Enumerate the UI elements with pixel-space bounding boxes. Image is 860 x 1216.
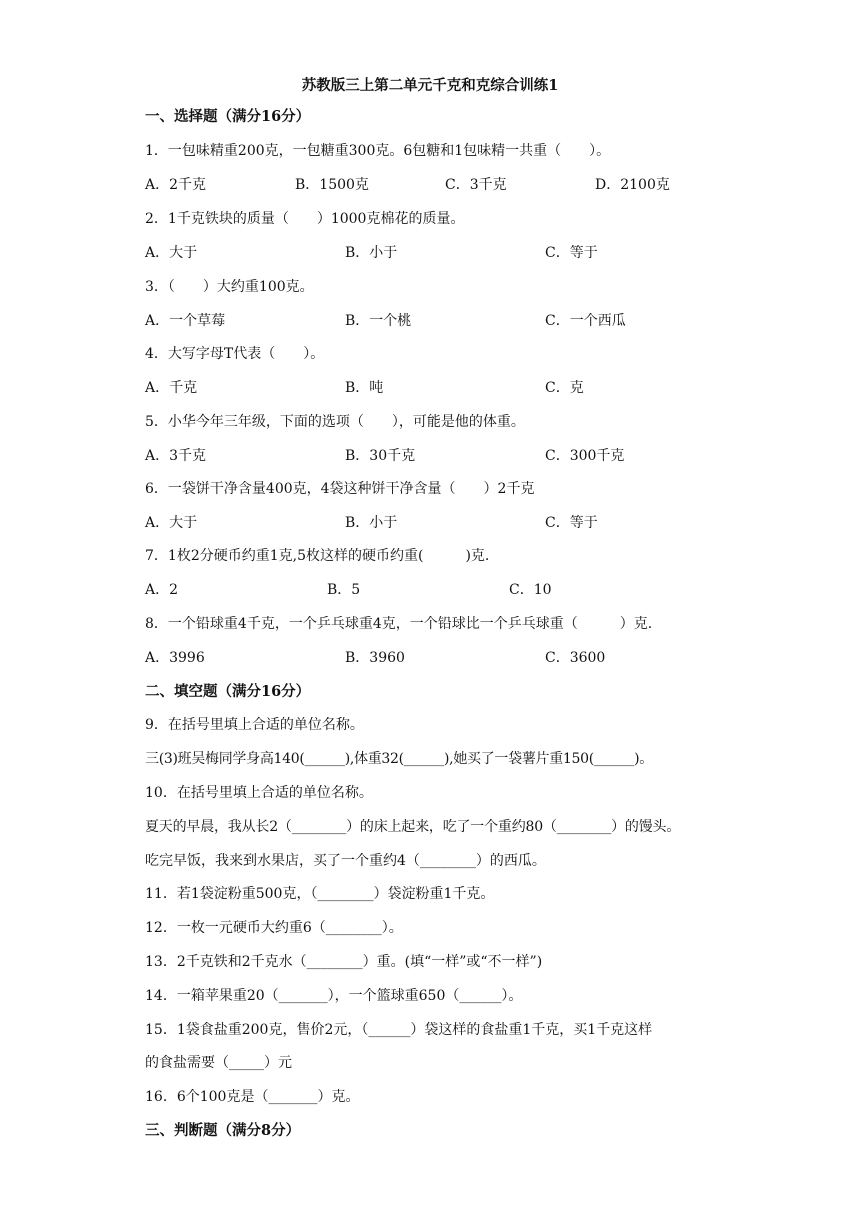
question-3: 3．（ ）大约重100克。 (145, 279, 314, 295)
option-1a: A．2千克 (145, 177, 207, 193)
options-row-6 (145, 514, 785, 532)
option-7a: A．2 (145, 582, 179, 598)
option-7c: C．10 (509, 582, 552, 598)
question-5: 5．小华今年三年级，下面的选项（ ），可能是他的体重。 (145, 414, 525, 430)
option-4c: C．克 (545, 380, 584, 396)
option-8c: C．3600 (545, 650, 606, 666)
option-2b: B．小于 (345, 245, 398, 261)
options-row-8 (145, 649, 785, 667)
question-2: 2．1千克铁块的质量（ ）1000克棉花的质量。 (145, 211, 465, 227)
section-heading-choice: 一、选择题（满分16分） (145, 108, 311, 125)
option-4b: B．吨 (345, 380, 384, 396)
option-6c: C．等于 (545, 515, 598, 531)
options-row-7 (145, 581, 785, 599)
question-1: 1．一包味精重200克，一包糖重300克。6包糖和1包味精一共重（ ）。 (145, 143, 611, 159)
option-6b: B．小于 (345, 515, 398, 531)
options-row-5 (145, 447, 785, 465)
options-row-3 (145, 312, 785, 330)
fill-line-5: 吃完早饭，我来到水果店，买了一个重约4（________）的西瓜。 (145, 853, 546, 869)
question-8: 8．一个铅球重4千克，一个乒乓球重4克，一个铅球比一个乒乓球重（ ）克. (145, 616, 653, 632)
fill-line-1: 9．在括号里填上合适的单位名称。 (145, 717, 364, 733)
page-title: 苏教版三上第二单元千克和克综合训练1 (301, 77, 559, 94)
fill-line-8: 13．2千克铁和2千克水（________）重。(填“一样”或“不一样”) (145, 954, 543, 970)
option-1d: D．2100克 (595, 177, 670, 193)
fill-line-3: 10．在括号里填上合适的单位名称。 (145, 785, 373, 801)
option-3c: C．一个西瓜 (545, 313, 626, 329)
option-6a: A．大于 (145, 515, 198, 531)
option-3a: A．一个草莓 (145, 313, 226, 329)
option-8a: A．3996 (145, 650, 205, 666)
fill-line-10: 15．1袋食盐重200克，售价2元，（______）袋这样的食盐重1千克，买1千克这样 (145, 1022, 653, 1038)
option-5b: B．30千克 (345, 448, 416, 464)
option-5c: C．300千克 (545, 448, 625, 464)
fill-line-12: 16．6个100克是（_______）克。 (145, 1089, 360, 1105)
option-4a: A．千克 (145, 380, 198, 396)
fill-line-9: 14．一箱苹果重20（_______），一个篮球重650（______）。 (145, 988, 523, 1004)
fill-line-7: 12．一枚一元硬币大约重6（________）。 (145, 920, 403, 936)
option-5a: A．3千克 (145, 448, 207, 464)
option-7b: B．5 (327, 582, 361, 598)
section-heading-fill: 二、填空题（满分16分） (145, 683, 311, 700)
question-6: 6．一袋饼干净含量400克，4袋这种饼干净含量（ ）2千克 (145, 481, 535, 497)
options-row-1 (145, 176, 785, 194)
fill-line-6: 11．若1袋淀粉重500克，（________）袋淀粉重1千克。 (145, 886, 495, 902)
option-1b: B．1500克 (295, 177, 369, 193)
options-row-2 (145, 244, 785, 262)
option-8b: B．3960 (345, 650, 405, 666)
option-3b: B．一个桃 (345, 313, 412, 329)
question-4: 4．大写字母T代表（ ）。 (145, 346, 325, 362)
option-2a: A．大于 (145, 245, 198, 261)
options-row-4 (145, 379, 785, 397)
fill-line-4: 夏天的早晨，我从长2（________）的床上起来，吃了一个重约80（________）的馒头。 (145, 819, 681, 835)
option-1c: C．3千克 (445, 177, 507, 193)
fill-line-2: 三(3)班吴梅同学身高140(______),体重32(______),她买了一袋薯片重150(______)。 (145, 751, 653, 767)
fill-line-11: 的食盐需要（_____）元 (145, 1055, 292, 1071)
section-heading-judge: 三、判断题（满分8分） (145, 1122, 301, 1139)
question-7: 7．1枚2分硬币约重1克,5枚这样的硬币约重( )克. (145, 548, 490, 564)
option-2c: C．等于 (545, 245, 598, 261)
